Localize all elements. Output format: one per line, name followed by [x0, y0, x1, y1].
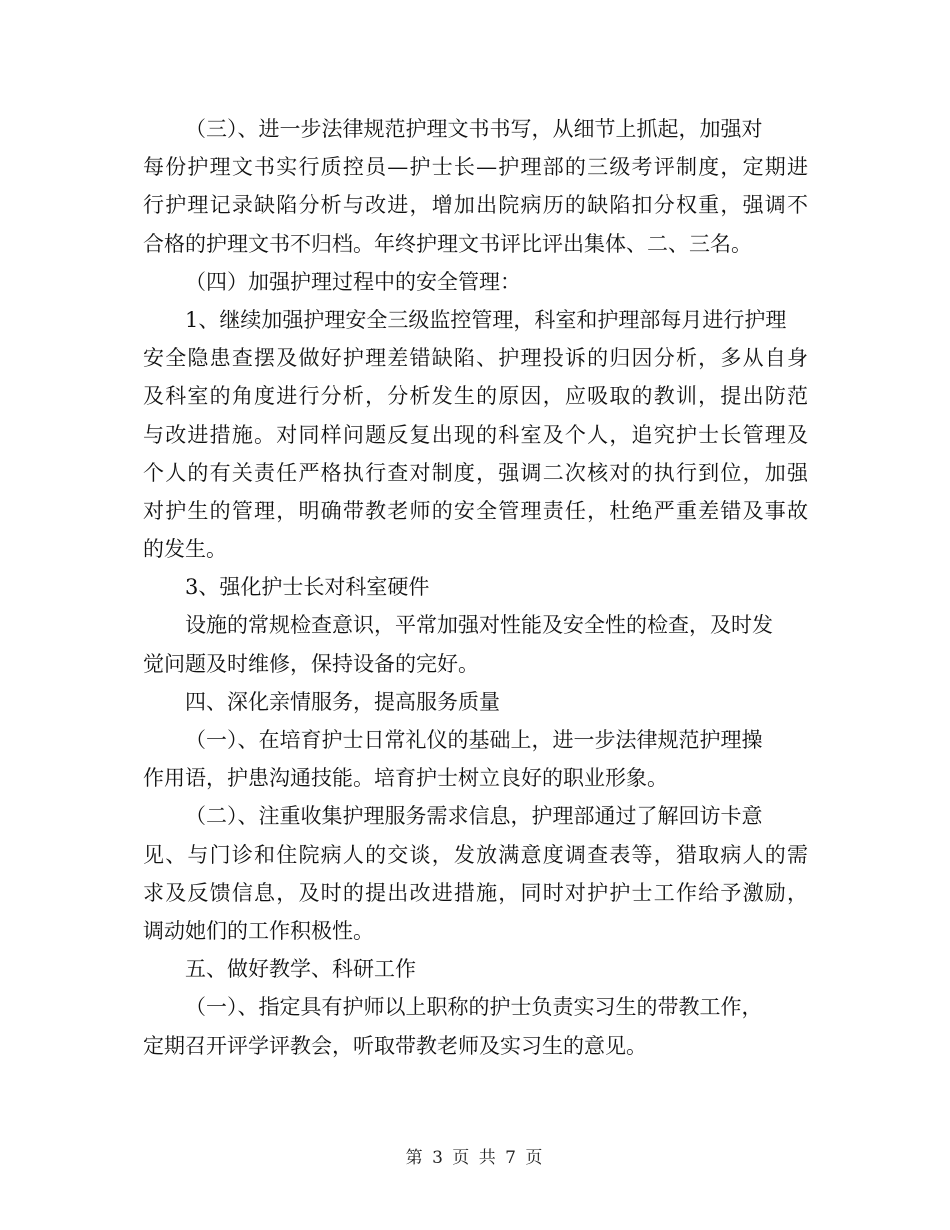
- paragraph-line: 1、继续加强护理安全三级监控管理，科室和护理部每月进行护理: [185, 307, 787, 332]
- paragraph-line: （一）、指定具有护师以上职称的护士负责实习生的带教工作，: [185, 995, 763, 1020]
- paragraph-line: 觉问题及时维修，保持设备的完好。: [143, 651, 479, 676]
- paragraph-line: （三）、进一步法律规范护理文书书写，从细节上抓起，加强对: [185, 117, 763, 141]
- paragraph-line: 及科室的角度进行分析，分析发生的原因，应吸取的教训，提出防范: [143, 384, 808, 409]
- paragraph-line: （二）、注重收集护理服务需求信息，护理部通过了解回访卡意: [185, 804, 763, 829]
- paragraph-line: 定期召开评学评教会，听取带教老师及实习生的意见。: [143, 1033, 647, 1058]
- section-heading: 3、强化护士长对科室硬件: [185, 575, 430, 600]
- paragraph-line: 个人的有关责任严格执行查对制度，强调二次核对的执行到位，加强: [143, 460, 808, 485]
- paragraph-line: （一）、在培育护士日常礼仪的基础上，进一步法律规范护理操: [185, 728, 763, 752]
- section-heading: 四、深化亲情服务，提高服务质量: [185, 689, 500, 714]
- page-number-footer: 第 3 页 共 7 页: [405, 1148, 545, 1168]
- section-heading: （四）加强护理过程中的安全管理：: [185, 269, 521, 294]
- document-body: [143, 110, 808, 1065]
- paragraph-line: 设施的常规检查意识，平常加强对性能及安全性的检查，及时发: [185, 613, 773, 638]
- paragraph-line: 求及反馈信息，及时的提出改进措施，同时对护护士工作给予激励，: [143, 880, 808, 905]
- paragraph-line: 的发生。: [143, 537, 227, 562]
- paragraph-line: 安全隐患查摆及做好护理差错缺陷、护理投诉的归因分析，多从自身: [143, 346, 808, 371]
- paragraph-line: 行护理记录缺陷分析与改进，增加出院病历的缺陷扣分权重，强调不: [143, 193, 808, 218]
- section-heading: 五、做好教学、科研工作: [185, 957, 416, 982]
- paragraph-line: 对护生的管理，明确带教老师的安全管理责任，杜绝严重差错及事故: [143, 498, 808, 523]
- paragraph-line: 作用语，护患沟通技能。培育护士树立良好的职业形象。: [143, 766, 668, 791]
- paragraph-line: 见、与门诊和住院病人的交谈，发放满意度调查表等，猎取病人的需: [143, 842, 808, 867]
- paragraph-line: 调动她们的工作积极性。: [143, 918, 374, 943]
- paragraph-line: 每份护理文书实行质控员—护士长—护理部的三级考评制度，定期进: [143, 155, 808, 180]
- paragraph-line: 合格的护理文书不归档。年终护理文书评比评出集体、二、三名。: [143, 231, 752, 256]
- paragraph-line: 与改进措施。对同样问题反复出现的科室及个人，追究护士长管理及: [143, 422, 808, 447]
